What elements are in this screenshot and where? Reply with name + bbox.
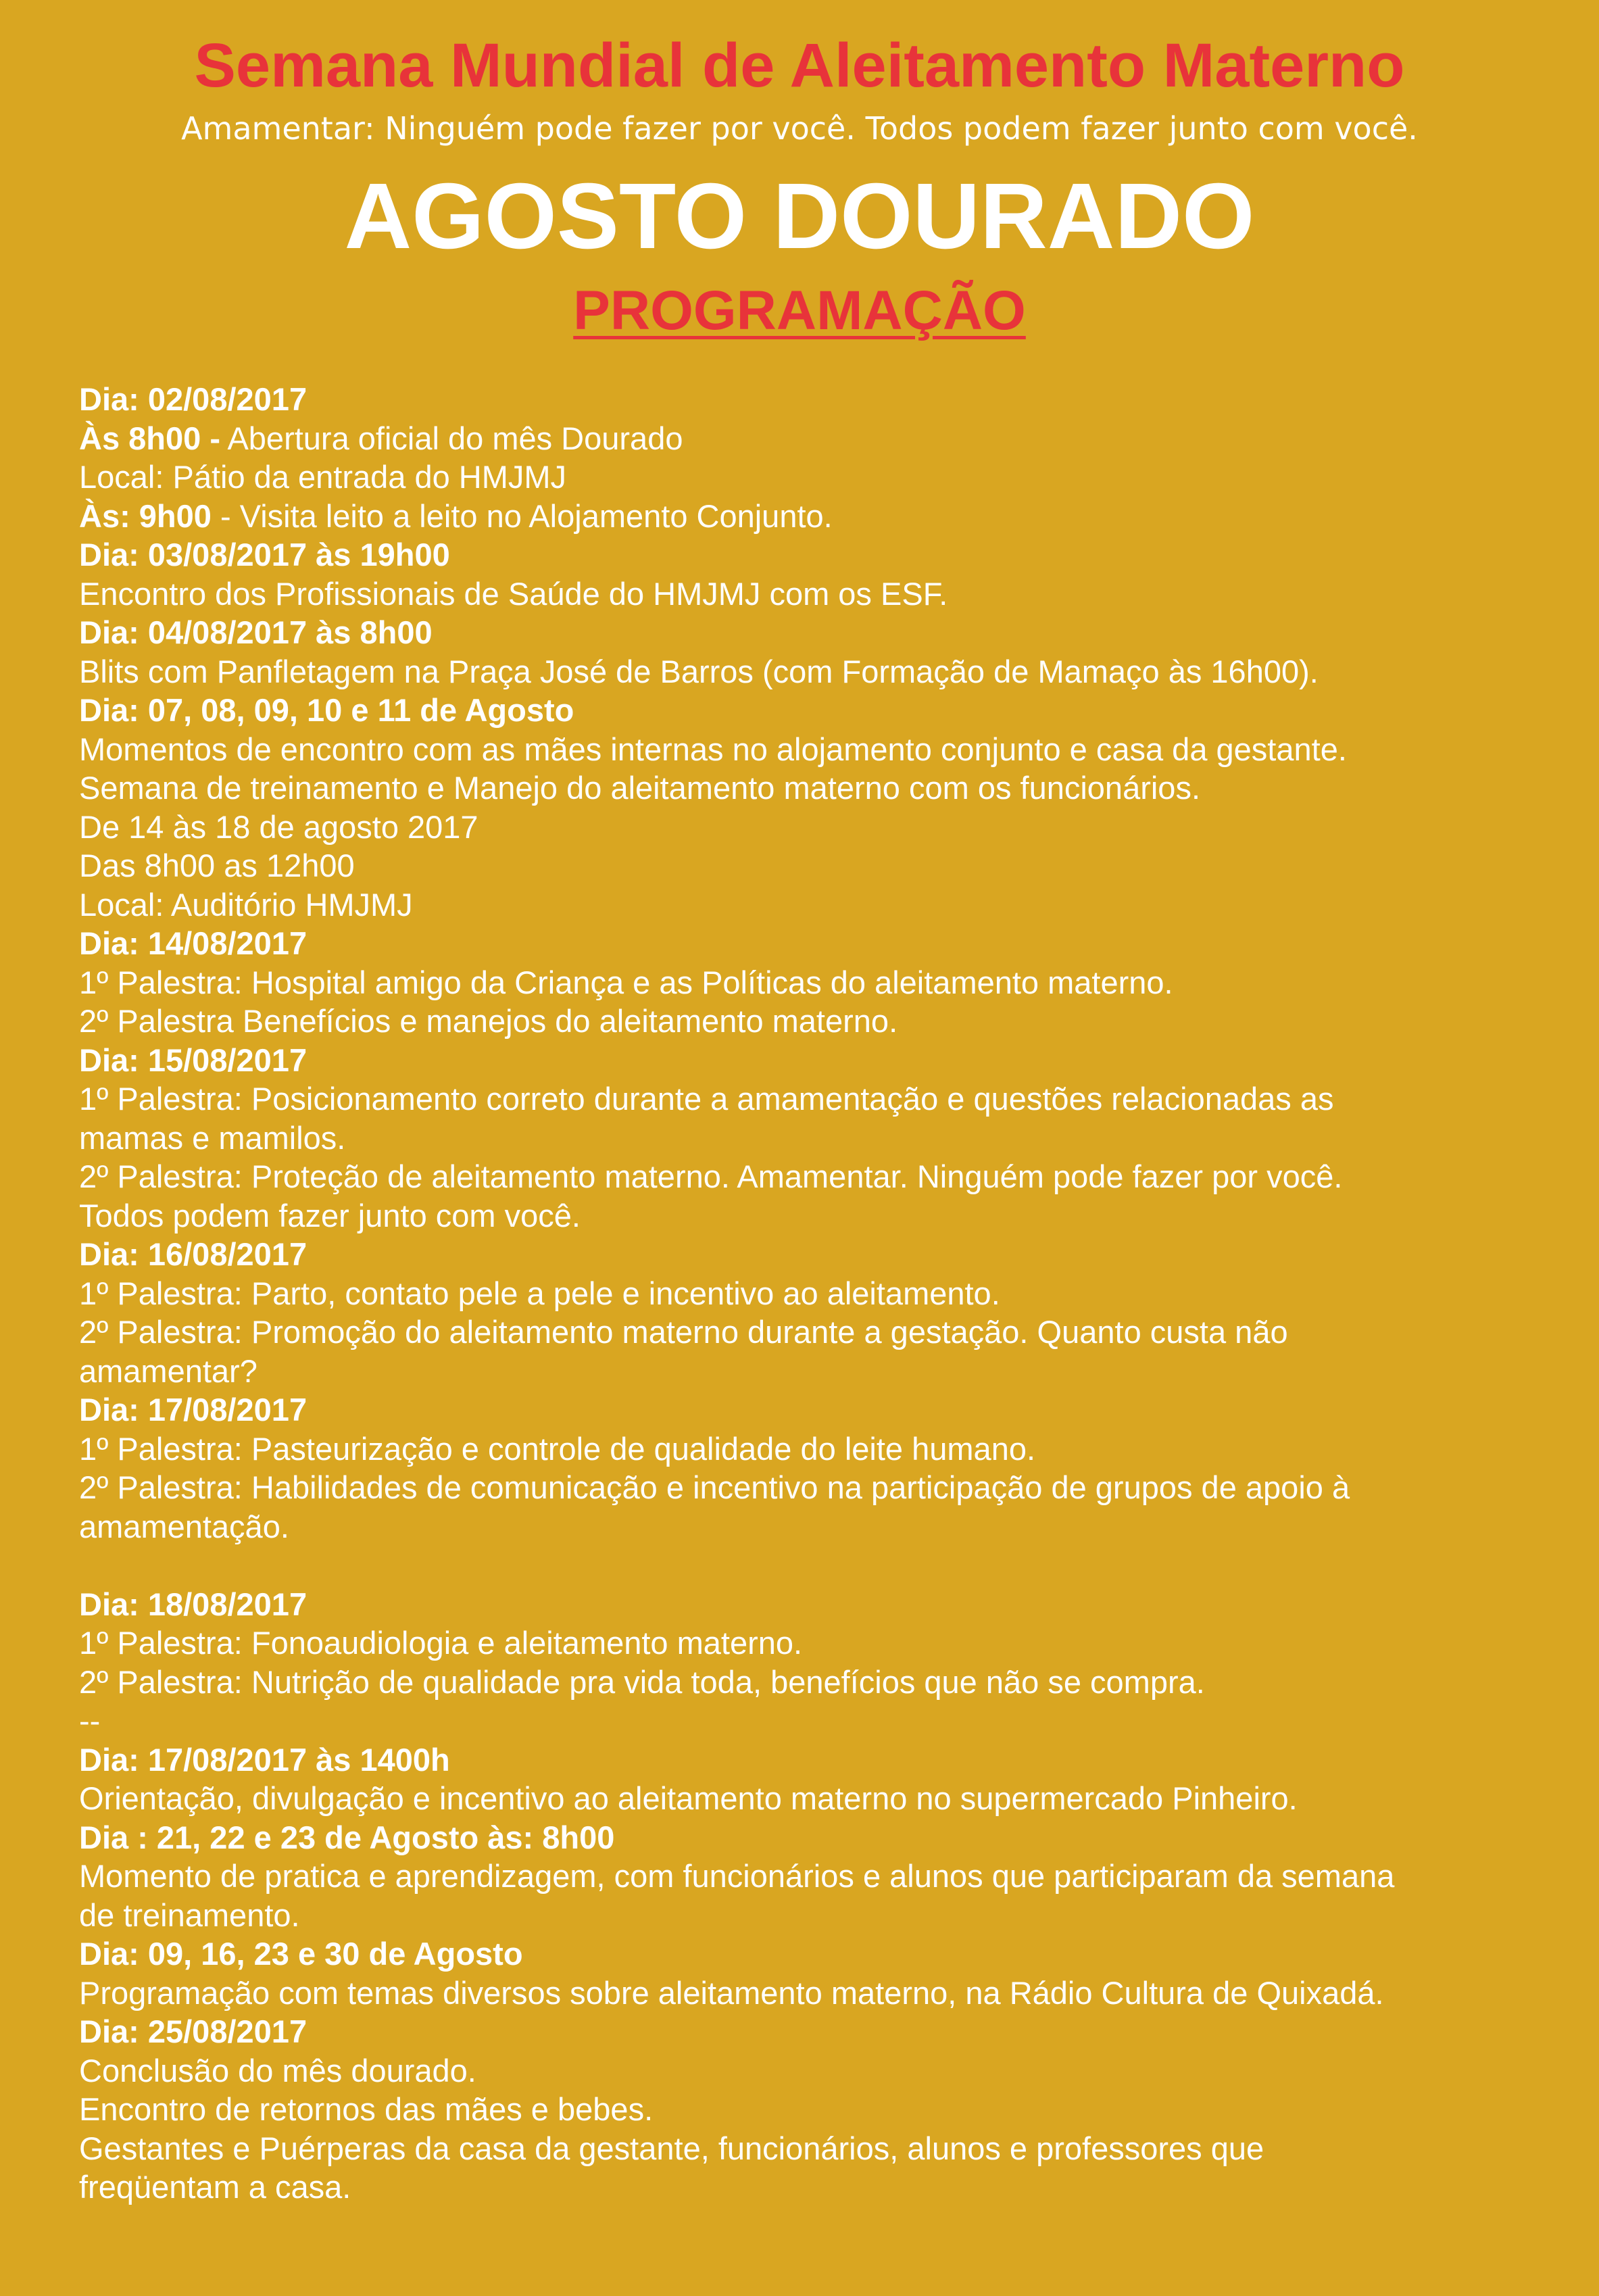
schedule-date: Dia : 21, 22 e 23 de Agosto às: 8h00 <box>79 1819 615 1855</box>
schedule-text: Todos podem fazer junto com você. <box>79 1197 581 1234</box>
schedule-date: Dia: 14/08/2017 <box>79 925 308 961</box>
section-title-text: PROGRAMAÇÃO <box>573 280 1026 341</box>
schedule-line <box>79 497 1539 536</box>
schedule-text: Programação com temas diversos sobre aleitamento materno, na Rádio Cultura de Quixadá. <box>79 1974 1384 2011</box>
schedule-text: 2º Palestra: Nutrição de qualidade pra vida toda, benefícios que não se compra. <box>79 1663 1205 1700</box>
schedule-text: Blits com Panfletagem na Praça José de Barros (com Formação de Mamaço às 16h00). <box>79 653 1319 689</box>
schedule-text: Momento de pratica e aprendizagem, com funcionários e alunos que participaram da semana <box>79 1858 1395 1894</box>
schedule-text: freqüentam a casa. <box>79 2169 351 2205</box>
blank-line <box>79 1546 1539 1585</box>
schedule-date: Dia: 18/08/2017 <box>79 1586 308 1622</box>
schedule-date: Dia: 17/08/2017 às 1400h <box>79 1741 450 1778</box>
schedule-date: Dia: 17/08/2017 <box>79 1392 308 1427</box>
schedule-text: Momentos de encontro com as mães internas no alojamento conjunto e casa da gestante. <box>79 731 1347 767</box>
schedule-time: Às: 9h00 <box>79 497 212 534</box>
schedule-text: mamas e mamilos. <box>79 1119 346 1156</box>
schedule-date: Dia: 15/08/2017 <box>79 1042 308 1078</box>
event-title: AGOSTO DOURADO <box>344 164 1255 268</box>
schedule-line <box>79 419 1539 458</box>
schedule-text: Encontro de retornos das mães e bebes. <box>79 2091 654 2127</box>
schedule-text: - Visita leito a leito no Alojamento Conjunto. <box>211 497 833 534</box>
schedule-text: 1º Palestra: Parto, contato pele a pele e incentivo ao aleitamento. <box>79 1275 1000 1311</box>
schedule-text: Local: Pátio da entrada do HMJMJ <box>79 459 567 495</box>
schedule-text: Orientação, divulgação e incentivo ao aleitamento materno no supermercado Pinheiro. <box>79 1780 1298 1816</box>
schedule-text: 2º Palestra: Proteção de aleitamento materno. Amamentar. Ninguém pode fazer por você. <box>79 1158 1343 1194</box>
schedule-date: Dia: 09, 16, 23 e 30 de Agosto <box>79 1936 523 1972</box>
schedule-date: Dia: 16/08/2017 <box>79 1236 308 1272</box>
separator: -- <box>79 1703 101 1738</box>
poster-subtitle: Amamentar: Ninguém pode fazer por você. Todos podem fazer junto com você. <box>181 110 1418 147</box>
schedule-text: 1º Palestra: Fonoaudiologia e aleitamento materno. <box>79 1625 803 1661</box>
schedule-text: 1º Palestra: Hospital amigo da Criança e as Políticas do aleitamento materno. <box>79 964 1173 1000</box>
schedule-date: Dia: 03/08/2017 às 19h00 <box>79 537 450 572</box>
schedule-date: Dia: 07, 08, 09, 10 e 11 de Agosto <box>79 692 574 728</box>
schedule-date: Dia: 04/08/2017 às 8h00 <box>79 614 433 650</box>
schedule-text: amamentação. <box>79 1508 289 1544</box>
program-schedule <box>79 380 1539 2207</box>
schedule-text: de treinamento. <box>79 1897 300 1933</box>
poster-title: Semana Mundial de Aleitamento Materno <box>194 31 1405 100</box>
schedule-text: 2º Palestra: Promoção do aleitamento materno durante a gestação. Quanto custa não <box>79 1314 1288 1350</box>
schedule-text: Semana de treinamento e Manejo do aleitamento materno com os funcionários. <box>79 770 1200 806</box>
schedule-text: Local: Auditório HMJMJ <box>79 886 413 923</box>
schedule-text: 2º Palestra Benefícios e manejos do aleitamento materno. <box>79 1003 898 1039</box>
schedule-text: Das 8h00 as 12h00 <box>79 848 355 883</box>
schedule-text: Encontro dos Profissionais de Saúde do HMJMJ com os ESF. <box>79 575 948 612</box>
section-title <box>0 277 1599 345</box>
schedule-text: Gestantes e Puérperas da casa da gestante, funcionários, alunos e professores que <box>79 2130 1264 2166</box>
schedule-text: De 14 às 18 de agosto 2017 <box>79 808 478 845</box>
schedule-text: Conclusão do mês dourado. <box>79 2052 476 2089</box>
schedule-text: 1º Palestra: Posicionamento correto durante a amamentação e questões relacionadas as <box>79 1081 1334 1117</box>
schedule-time: Às 8h00 - <box>79 420 220 456</box>
schedule-text: 2º Palestra: Habilidades de comunicação e incentivo na participação de grupos de apoio à <box>79 1469 1350 1505</box>
schedule-text: Abertura oficial do mês Dourado <box>220 420 683 456</box>
schedule-date: Dia: 25/08/2017 <box>79 2013 308 2049</box>
schedule-date: Dia: 02/08/2017 <box>79 381 308 417</box>
schedule-text: amamentar? <box>79 1352 257 1389</box>
schedule-text: 1º Palestra: Pasteurização e controle de qualidade do leite humano. <box>79 1430 1036 1467</box>
